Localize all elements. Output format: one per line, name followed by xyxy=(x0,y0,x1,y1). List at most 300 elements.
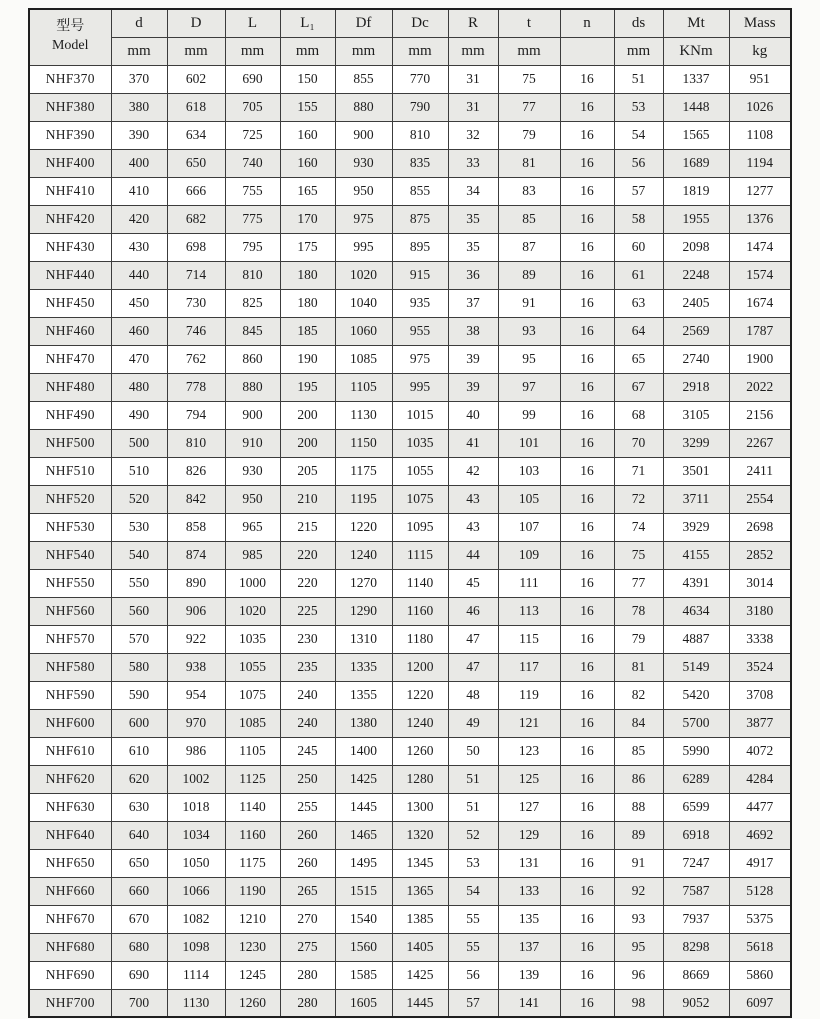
value-cell: 84 xyxy=(614,709,663,737)
column-unit: mm xyxy=(614,37,663,65)
value-cell: 500 xyxy=(111,429,167,457)
column-header: Mass xyxy=(729,9,791,37)
value-cell: 5860 xyxy=(729,961,791,989)
table-row xyxy=(29,177,791,205)
value-cell: 31 xyxy=(448,93,498,121)
value-cell: 16 xyxy=(560,933,614,961)
value-cell: 2698 xyxy=(729,513,791,541)
value-cell: 790 xyxy=(392,93,448,121)
value-cell: 2918 xyxy=(663,373,729,401)
value-cell: 995 xyxy=(392,373,448,401)
value-cell: 109 xyxy=(498,541,560,569)
table-row xyxy=(29,821,791,849)
value-cell: 955 xyxy=(392,317,448,345)
value-cell: 240 xyxy=(280,709,335,737)
value-cell: 1365 xyxy=(392,877,448,905)
value-cell: 16 xyxy=(560,821,614,849)
value-cell: 32 xyxy=(448,121,498,149)
value-cell: 190 xyxy=(280,345,335,373)
table-row xyxy=(29,933,791,961)
value-cell: 1376 xyxy=(729,205,791,233)
model-cell: NHF610 xyxy=(29,737,111,765)
value-cell: 650 xyxy=(111,849,167,877)
value-cell: 895 xyxy=(392,233,448,261)
value-cell: 5700 xyxy=(663,709,729,737)
value-cell: 240 xyxy=(280,681,335,709)
value-cell: 16 xyxy=(560,989,614,1017)
value-cell: 570 xyxy=(111,625,167,653)
value-cell: 778 xyxy=(167,373,225,401)
value-cell: 1035 xyxy=(392,429,448,457)
value-cell: 5128 xyxy=(729,877,791,905)
value-cell: 1560 xyxy=(335,933,392,961)
value-cell: 215 xyxy=(280,513,335,541)
table-row xyxy=(29,793,791,821)
value-cell: 2248 xyxy=(663,261,729,289)
value-cell: 9052 xyxy=(663,989,729,1017)
value-cell: 930 xyxy=(225,457,280,485)
value-cell: 4477 xyxy=(729,793,791,821)
value-cell: 60 xyxy=(614,233,663,261)
table-row xyxy=(29,429,791,457)
value-cell: 1345 xyxy=(392,849,448,877)
value-cell: 1445 xyxy=(335,793,392,821)
value-cell: 1280 xyxy=(392,765,448,793)
value-cell: 67 xyxy=(614,373,663,401)
value-cell: 63 xyxy=(614,289,663,317)
value-cell: 6918 xyxy=(663,821,729,849)
value-cell: 180 xyxy=(280,289,335,317)
value-cell: 34 xyxy=(448,177,498,205)
table-row xyxy=(29,653,791,681)
model-cell: NHF460 xyxy=(29,317,111,345)
model-column-header xyxy=(29,9,111,65)
value-cell: 93 xyxy=(498,317,560,345)
model-cell: NHF690 xyxy=(29,961,111,989)
value-cell: 40 xyxy=(448,401,498,429)
value-cell: 1574 xyxy=(729,261,791,289)
value-cell: 370 xyxy=(111,65,167,93)
table-row xyxy=(29,401,791,429)
column-unit: mm xyxy=(335,37,392,65)
value-cell: 61 xyxy=(614,261,663,289)
value-cell: 16 xyxy=(560,961,614,989)
value-cell: 965 xyxy=(225,513,280,541)
model-cell: NHF550 xyxy=(29,569,111,597)
value-cell: 700 xyxy=(111,989,167,1017)
value-cell: 1115 xyxy=(392,541,448,569)
value-cell: 79 xyxy=(614,625,663,653)
value-cell: 986 xyxy=(167,737,225,765)
value-cell: 16 xyxy=(560,289,614,317)
value-cell: 82 xyxy=(614,681,663,709)
value-cell: 85 xyxy=(498,205,560,233)
column-unit: KNm xyxy=(663,37,729,65)
value-cell: 1565 xyxy=(663,121,729,149)
value-cell: 755 xyxy=(225,177,280,205)
value-cell: 730 xyxy=(167,289,225,317)
value-cell: 690 xyxy=(111,961,167,989)
value-cell: 16 xyxy=(560,261,614,289)
model-cell: NHF700 xyxy=(29,989,111,1017)
value-cell: 41 xyxy=(448,429,498,457)
value-cell: 230 xyxy=(280,625,335,653)
value-cell: 1819 xyxy=(663,177,729,205)
table-row xyxy=(29,709,791,737)
value-cell: 5149 xyxy=(663,653,729,681)
value-cell: 2267 xyxy=(729,429,791,457)
column-header: R xyxy=(448,9,498,37)
value-cell: 1400 xyxy=(335,737,392,765)
value-cell: 795 xyxy=(225,233,280,261)
value-cell: 1210 xyxy=(225,905,280,933)
value-cell: 51 xyxy=(448,765,498,793)
value-cell: 1787 xyxy=(729,317,791,345)
column-header: L₁ xyxy=(280,9,335,37)
value-cell: 1085 xyxy=(335,345,392,373)
value-cell: 1260 xyxy=(225,989,280,1017)
value-cell: 205 xyxy=(280,457,335,485)
value-cell: 2405 xyxy=(663,289,729,317)
value-cell: 4391 xyxy=(663,569,729,597)
model-cell: NHF620 xyxy=(29,765,111,793)
value-cell: 16 xyxy=(560,429,614,457)
table-row xyxy=(29,345,791,373)
value-cell: 922 xyxy=(167,625,225,653)
model-cell: NHF570 xyxy=(29,625,111,653)
model-cell: NHF650 xyxy=(29,849,111,877)
value-cell: 1175 xyxy=(225,849,280,877)
value-cell: 50 xyxy=(448,737,498,765)
value-cell: 1000 xyxy=(225,569,280,597)
value-cell: 634 xyxy=(167,121,225,149)
column-unit: mm xyxy=(111,37,167,65)
value-cell: 842 xyxy=(167,485,225,513)
table-row xyxy=(29,65,791,93)
value-cell: 874 xyxy=(167,541,225,569)
value-cell: 900 xyxy=(335,121,392,149)
value-cell: 245 xyxy=(280,737,335,765)
table-row xyxy=(29,765,791,793)
value-cell: 2740 xyxy=(663,345,729,373)
value-cell: 1114 xyxy=(167,961,225,989)
value-cell: 890 xyxy=(167,569,225,597)
model-cell: NHF410 xyxy=(29,177,111,205)
model-cell: NHF600 xyxy=(29,709,111,737)
value-cell: 954 xyxy=(167,681,225,709)
model-cell: NHF420 xyxy=(29,205,111,233)
value-cell: 6599 xyxy=(663,793,729,821)
value-cell: 1585 xyxy=(335,961,392,989)
value-cell: 16 xyxy=(560,233,614,261)
column-header: L xyxy=(225,9,280,37)
value-cell: 1465 xyxy=(335,821,392,849)
value-cell: 31 xyxy=(448,65,498,93)
value-cell: 1095 xyxy=(392,513,448,541)
value-cell: 845 xyxy=(225,317,280,345)
value-cell: 935 xyxy=(392,289,448,317)
value-cell: 38 xyxy=(448,317,498,345)
value-cell: 260 xyxy=(280,821,335,849)
value-cell: 16 xyxy=(560,625,614,653)
value-cell: 16 xyxy=(560,317,614,345)
value-cell: 16 xyxy=(560,401,614,429)
spec-table xyxy=(28,8,792,1018)
value-cell: 740 xyxy=(225,149,280,177)
value-cell: 630 xyxy=(111,793,167,821)
column-unit: kg xyxy=(729,37,791,65)
value-cell: 5420 xyxy=(663,681,729,709)
value-cell: 133 xyxy=(498,877,560,905)
value-cell: 1194 xyxy=(729,149,791,177)
value-cell: 1175 xyxy=(335,457,392,485)
value-cell: 1540 xyxy=(335,905,392,933)
value-cell: 68 xyxy=(614,401,663,429)
value-cell: 930 xyxy=(335,149,392,177)
value-cell: 225 xyxy=(280,597,335,625)
value-cell: 93 xyxy=(614,905,663,933)
value-cell: 950 xyxy=(335,177,392,205)
table-row xyxy=(29,681,791,709)
value-cell: 16 xyxy=(560,149,614,177)
value-cell: 55 xyxy=(448,905,498,933)
value-cell: 1002 xyxy=(167,765,225,793)
value-cell: 880 xyxy=(225,373,280,401)
value-cell: 666 xyxy=(167,177,225,205)
table-row xyxy=(29,485,791,513)
value-cell: 875 xyxy=(392,205,448,233)
value-cell: 185 xyxy=(280,317,335,345)
value-cell: 762 xyxy=(167,345,225,373)
model-cell: NHF440 xyxy=(29,261,111,289)
table-row xyxy=(29,597,791,625)
value-cell: 746 xyxy=(167,317,225,345)
value-cell: 1674 xyxy=(729,289,791,317)
column-unit: mm xyxy=(225,37,280,65)
value-cell: 81 xyxy=(498,149,560,177)
model-cell: NHF540 xyxy=(29,541,111,569)
value-cell: 3501 xyxy=(663,457,729,485)
value-cell: 810 xyxy=(225,261,280,289)
value-cell: 540 xyxy=(111,541,167,569)
table-row xyxy=(29,569,791,597)
table-row xyxy=(29,373,791,401)
value-cell: 1130 xyxy=(167,989,225,1017)
column-header: Dc xyxy=(392,9,448,37)
value-cell: 794 xyxy=(167,401,225,429)
value-cell: 490 xyxy=(111,401,167,429)
value-cell: 1405 xyxy=(392,933,448,961)
value-cell: 1277 xyxy=(729,177,791,205)
value-cell: 650 xyxy=(167,149,225,177)
model-cell: NHF530 xyxy=(29,513,111,541)
value-cell: 16 xyxy=(560,849,614,877)
value-cell: 725 xyxy=(225,121,280,149)
model-cell: NHF380 xyxy=(29,93,111,121)
value-cell: 265 xyxy=(280,877,335,905)
value-cell: 1085 xyxy=(225,709,280,737)
value-cell: 1020 xyxy=(335,261,392,289)
value-cell: 4917 xyxy=(729,849,791,877)
value-cell: 1474 xyxy=(729,233,791,261)
value-cell: 200 xyxy=(280,429,335,457)
value-cell: 280 xyxy=(280,989,335,1017)
value-cell: 480 xyxy=(111,373,167,401)
model-cell: NHF680 xyxy=(29,933,111,961)
value-cell: 1160 xyxy=(225,821,280,849)
value-cell: 165 xyxy=(280,177,335,205)
value-cell: 1020 xyxy=(225,597,280,625)
column-unit xyxy=(560,37,614,65)
value-cell: 74 xyxy=(614,513,663,541)
value-cell: 111 xyxy=(498,569,560,597)
table-row xyxy=(29,121,791,149)
value-cell: 3180 xyxy=(729,597,791,625)
value-cell: 826 xyxy=(167,457,225,485)
value-cell: 53 xyxy=(448,849,498,877)
value-cell: 5618 xyxy=(729,933,791,961)
value-cell: 2156 xyxy=(729,401,791,429)
model-cell: NHF450 xyxy=(29,289,111,317)
value-cell: 1355 xyxy=(335,681,392,709)
value-cell: 1150 xyxy=(335,429,392,457)
value-cell: 71 xyxy=(614,457,663,485)
value-cell: 195 xyxy=(280,373,335,401)
value-cell: 16 xyxy=(560,177,614,205)
value-cell: 950 xyxy=(225,485,280,513)
value-cell: 91 xyxy=(614,849,663,877)
value-cell: 470 xyxy=(111,345,167,373)
value-cell: 200 xyxy=(280,401,335,429)
value-cell: 5990 xyxy=(663,737,729,765)
value-cell: 175 xyxy=(280,233,335,261)
value-cell: 4692 xyxy=(729,821,791,849)
value-cell: 5375 xyxy=(729,905,791,933)
value-cell: 714 xyxy=(167,261,225,289)
value-cell: 53 xyxy=(614,93,663,121)
value-cell: 400 xyxy=(111,149,167,177)
value-cell: 75 xyxy=(614,541,663,569)
value-cell: 280 xyxy=(280,961,335,989)
value-cell: 1105 xyxy=(225,737,280,765)
value-cell: 4634 xyxy=(663,597,729,625)
value-cell: 1425 xyxy=(392,961,448,989)
value-cell: 220 xyxy=(280,541,335,569)
value-cell: 16 xyxy=(560,597,614,625)
value-cell: 995 xyxy=(335,233,392,261)
value-cell: 81 xyxy=(614,653,663,681)
value-cell: 610 xyxy=(111,737,167,765)
value-cell: 85 xyxy=(614,737,663,765)
value-cell: 1220 xyxy=(335,513,392,541)
value-cell: 127 xyxy=(498,793,560,821)
value-cell: 51 xyxy=(614,65,663,93)
value-cell: 835 xyxy=(392,149,448,177)
value-cell: 1448 xyxy=(663,93,729,121)
value-cell: 1230 xyxy=(225,933,280,961)
value-cell: 56 xyxy=(448,961,498,989)
value-cell: 705 xyxy=(225,93,280,121)
value-cell: 16 xyxy=(560,205,614,233)
value-cell: 16 xyxy=(560,65,614,93)
value-cell: 7937 xyxy=(663,905,729,933)
model-cell: NHF590 xyxy=(29,681,111,709)
model-label-en: Model xyxy=(51,38,89,54)
value-cell: 590 xyxy=(111,681,167,709)
value-cell: 255 xyxy=(280,793,335,821)
value-cell: 680 xyxy=(111,933,167,961)
value-cell: 78 xyxy=(614,597,663,625)
value-cell: 1245 xyxy=(225,961,280,989)
value-cell: 2554 xyxy=(729,485,791,513)
value-cell: 44 xyxy=(448,541,498,569)
value-cell: 1140 xyxy=(392,569,448,597)
value-cell: 682 xyxy=(167,205,225,233)
value-cell: 2022 xyxy=(729,373,791,401)
value-cell: 1425 xyxy=(335,765,392,793)
value-cell: 1380 xyxy=(335,709,392,737)
value-cell: 1260 xyxy=(392,737,448,765)
value-cell: 95 xyxy=(614,933,663,961)
value-cell: 89 xyxy=(614,821,663,849)
model-label-cn: 型号 xyxy=(56,19,85,35)
value-cell: 1320 xyxy=(392,821,448,849)
value-cell: 618 xyxy=(167,93,225,121)
value-cell: 57 xyxy=(614,177,663,205)
table-row xyxy=(29,205,791,233)
value-cell: 250 xyxy=(280,765,335,793)
table-row xyxy=(29,233,791,261)
model-cell: NHF510 xyxy=(29,457,111,485)
value-cell: 1026 xyxy=(729,93,791,121)
value-cell: 910 xyxy=(225,429,280,457)
value-cell: 390 xyxy=(111,121,167,149)
value-cell: 906 xyxy=(167,597,225,625)
value-cell: 2411 xyxy=(729,457,791,485)
value-cell: 103 xyxy=(498,457,560,485)
model-cell: NHF430 xyxy=(29,233,111,261)
value-cell: 137 xyxy=(498,933,560,961)
value-cell: 56 xyxy=(614,149,663,177)
value-cell: 105 xyxy=(498,485,560,513)
value-cell: 83 xyxy=(498,177,560,205)
value-cell: 79 xyxy=(498,121,560,149)
value-cell: 775 xyxy=(225,205,280,233)
value-cell: 2569 xyxy=(663,317,729,345)
value-cell: 16 xyxy=(560,737,614,765)
value-cell: 450 xyxy=(111,289,167,317)
model-cell: NHF520 xyxy=(29,485,111,513)
header-name-row xyxy=(29,9,791,37)
column-header: t xyxy=(498,9,560,37)
value-cell: 49 xyxy=(448,709,498,737)
value-cell: 135 xyxy=(498,905,560,933)
value-cell: 1015 xyxy=(392,401,448,429)
value-cell: 46 xyxy=(448,597,498,625)
value-cell: 2098 xyxy=(663,233,729,261)
value-cell: 560 xyxy=(111,597,167,625)
model-cell: NHF370 xyxy=(29,65,111,93)
value-cell: 129 xyxy=(498,821,560,849)
column-header: ds xyxy=(614,9,663,37)
value-cell: 16 xyxy=(560,541,614,569)
value-cell: 141 xyxy=(498,989,560,1017)
value-cell: 101 xyxy=(498,429,560,457)
value-cell: 36 xyxy=(448,261,498,289)
model-cell: NHF400 xyxy=(29,149,111,177)
value-cell: 1055 xyxy=(225,653,280,681)
value-cell: 4887 xyxy=(663,625,729,653)
